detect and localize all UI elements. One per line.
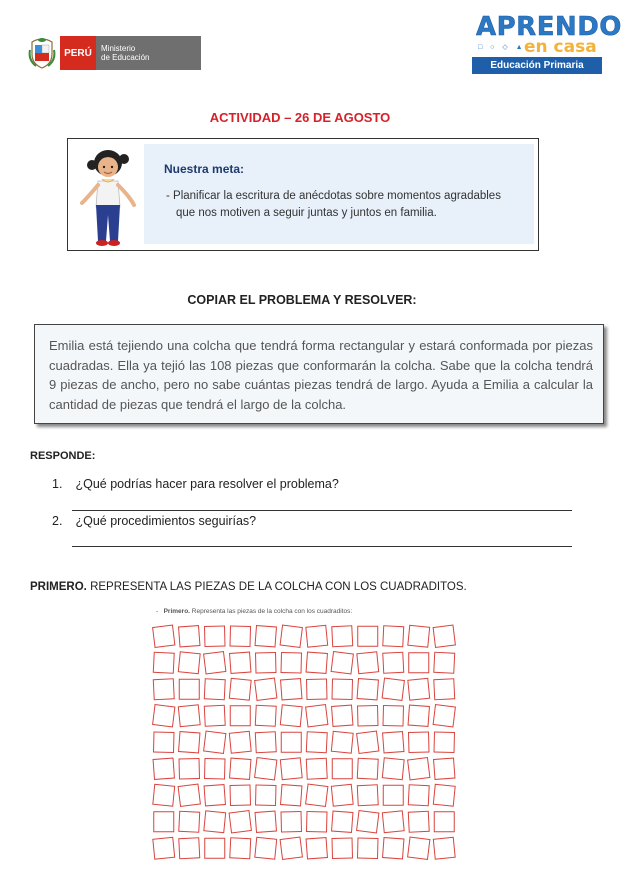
quilt-square: [204, 811, 226, 833]
quilt-square: [434, 679, 455, 700]
quilt-square: [332, 811, 353, 832]
quilt-square: [179, 811, 200, 832]
quilt-square: [204, 785, 225, 806]
primero-instruction: [30, 581, 467, 593]
ministerio-label: [96, 36, 201, 70]
quilt-square: [382, 758, 404, 780]
girl-illustration-icon: [74, 145, 140, 249]
quilt-square: [408, 758, 430, 780]
quilt-square: [306, 732, 327, 753]
quilt-square: [255, 837, 277, 859]
quilt-square: [205, 759, 225, 779]
quilt-square: [357, 652, 379, 674]
quilt-square: [357, 758, 378, 779]
quilt-square: [306, 705, 328, 727]
quilt-square: [153, 758, 174, 779]
quilt-square: [204, 679, 225, 700]
quilt-square: [408, 705, 429, 726]
quilt-square: [204, 731, 226, 753]
quilt-square: [358, 838, 378, 858]
quilt-square: [433, 784, 455, 806]
quilt-square: [178, 705, 200, 727]
quilt-square: [408, 785, 429, 806]
quilt-square: [179, 838, 200, 859]
quilt-square: [383, 838, 404, 859]
quilt-square: [408, 837, 430, 859]
quilt-square: [382, 811, 404, 833]
quilt-square: [153, 784, 175, 806]
quilt-square: [280, 625, 302, 647]
quilt-square: [154, 812, 174, 832]
problem-box: [34, 324, 604, 424]
answer-line-2[interactable]: [72, 546, 572, 547]
minedu-logo: [28, 36, 201, 70]
quilt-square: [332, 679, 352, 699]
question-1: [52, 477, 339, 491]
quilt-square: [408, 678, 430, 700]
quilt-square: [281, 732, 301, 752]
quilt-square: [230, 838, 251, 859]
meta-panel: [144, 144, 534, 244]
quilt-square: [409, 732, 429, 752]
question-number: 1.: [52, 477, 63, 491]
quilt-square: [383, 626, 404, 647]
quilt-square: [307, 812, 327, 832]
quilt-square: [280, 705, 302, 727]
en-casa-title: en casa: [524, 37, 597, 57]
quilt-square: [255, 705, 276, 726]
quilt-square: [230, 652, 251, 673]
answer-line-1[interactable]: [72, 510, 572, 511]
quilt-square: [357, 731, 379, 753]
quilt-square: [281, 812, 301, 832]
quilt-square: [307, 679, 327, 699]
quilt-square: [153, 837, 175, 859]
quilt-square: [357, 679, 378, 700]
quilt-square: [434, 812, 454, 832]
quilt-square: [229, 678, 251, 700]
quilt-square: [332, 626, 353, 647]
problem-text: Emilia está tejiendo una colcha que tendrá forma rectangular y estará conformada por piezas cuadradas. Ella ya tejió las 108 piezas que conformarán la colcha. Sabe que la colcha tendrá 9 piezas de ancho, pero no sabe cuántas piezas tendrá de largo. Ayuda a Emilia a calcular la cantidad de piezas que tendrá el largo de la colcha.: [49, 338, 593, 412]
quilt-square: [255, 626, 276, 647]
quilt-square: [409, 653, 429, 673]
quilt-square: [433, 625, 455, 647]
quilt-square: [179, 732, 200, 753]
quilt-square: [408, 625, 430, 647]
page-title: ACTIVIDAD – 26 DE AGOSTO: [209, 110, 391, 125]
quilt-square: [433, 837, 455, 859]
quilt-square: [357, 811, 379, 833]
quilt-square: [281, 653, 301, 673]
meta-box: [67, 138, 539, 251]
grid-caption-rest: Representa las piezas de la colcha con los cuadraditos:: [189, 608, 353, 615]
question-text: ¿Qué podrías hacer para resolver el problema?: [75, 477, 339, 491]
quilt-square: [255, 811, 276, 832]
meta-text: - Planificar la escritura de anécdotas sobre momentos agradables que nos motiven a seguir juntas y juntos en familia.: [166, 190, 501, 219]
aprendo-en-casa-logo: [472, 12, 622, 76]
question-2: [52, 514, 256, 528]
quilt-square: [306, 758, 327, 779]
ministerio-line2: de Educación: [101, 53, 150, 62]
quilt-square: [256, 785, 276, 805]
peru-label: PERÚ: [60, 36, 96, 70]
peru-coat-of-arms-icon: [28, 36, 56, 70]
quilt-square: [179, 679, 199, 699]
quilt-square: [331, 652, 353, 674]
aprendo-title: APRENDO: [476, 12, 622, 42]
quilt-square: [358, 626, 378, 646]
quilt-square: [205, 626, 225, 646]
section-subtitle: COPIAR EL PROBLEMA Y RESOLVER:: [187, 293, 417, 307]
quilt-square: [331, 784, 353, 806]
grid-caption-dash: -: [156, 608, 159, 615]
shapes-icon: □ ○ ◇ ▲: [478, 44, 526, 51]
quilt-square: [331, 731, 353, 753]
quilt-square: [434, 652, 455, 673]
quilt-square: [382, 678, 404, 700]
quilt-square: [255, 732, 276, 753]
quilt-square: [332, 705, 353, 726]
quilt-square: [433, 705, 455, 727]
quilt-square: [383, 652, 404, 673]
quilt-square: [281, 785, 302, 806]
quilt-square: [204, 652, 226, 674]
quilt-square: [153, 705, 175, 727]
quilt-square: [179, 759, 199, 779]
primero-bold: PRIMERO.: [30, 581, 87, 593]
quilt-square: [332, 759, 352, 779]
quilt-square: [230, 785, 250, 805]
quilt-square: [178, 784, 200, 806]
question-text: ¿Qué procedimientos seguirías?: [75, 514, 257, 528]
quilt-square: [256, 653, 276, 673]
quilt-square: [357, 785, 378, 806]
quilt-square: [255, 678, 277, 700]
quilt-square: [154, 732, 174, 752]
quilt-square: [229, 731, 251, 753]
quilt-square: [306, 838, 327, 859]
primaria-banner: Educación Primaria: [472, 57, 602, 74]
question-number: 2.: [52, 514, 63, 528]
quilt-square: [281, 679, 302, 700]
quilt-square: [383, 732, 404, 753]
quilt-square: [306, 784, 328, 806]
quilt-square: [434, 758, 455, 779]
quilt-square: [229, 811, 251, 833]
quilt-square: [230, 758, 251, 779]
quilt-squares-grid: [150, 622, 458, 864]
quilt-square: [280, 837, 302, 859]
quilt-square: [306, 652, 327, 673]
primero-rest: REPRESENTA LAS PIEZAS DE LA COLCHA CON LOS CUADRADITOS.: [86, 581, 467, 593]
grid-caption: [156, 608, 352, 615]
quilt-square: [383, 706, 403, 726]
quilt-square: [408, 811, 429, 832]
quilt-square: [153, 625, 175, 647]
quilt-square: [178, 652, 200, 674]
quilt-square: [306, 625, 328, 647]
quilt-square: [434, 732, 454, 752]
quilt-square: [280, 758, 302, 780]
quilt-square: [230, 706, 250, 726]
quilt-square: [153, 652, 174, 673]
responde-heading: RESPONDE:: [30, 450, 96, 462]
ministerio-line1: Ministerio: [101, 44, 136, 53]
quilt-square: [332, 838, 352, 858]
quilt-square: [153, 679, 174, 700]
quilt-square: [230, 626, 250, 646]
quilt-square: [205, 838, 225, 858]
quilt-square: [179, 626, 200, 647]
quilt-square: [383, 785, 403, 805]
meta-heading: Nuestra meta:: [164, 162, 245, 176]
quilt-square: [255, 758, 277, 780]
quilt-square: [358, 706, 378, 726]
quilt-square: [204, 705, 225, 726]
grid-caption-bold: Primero.: [163, 608, 190, 615]
